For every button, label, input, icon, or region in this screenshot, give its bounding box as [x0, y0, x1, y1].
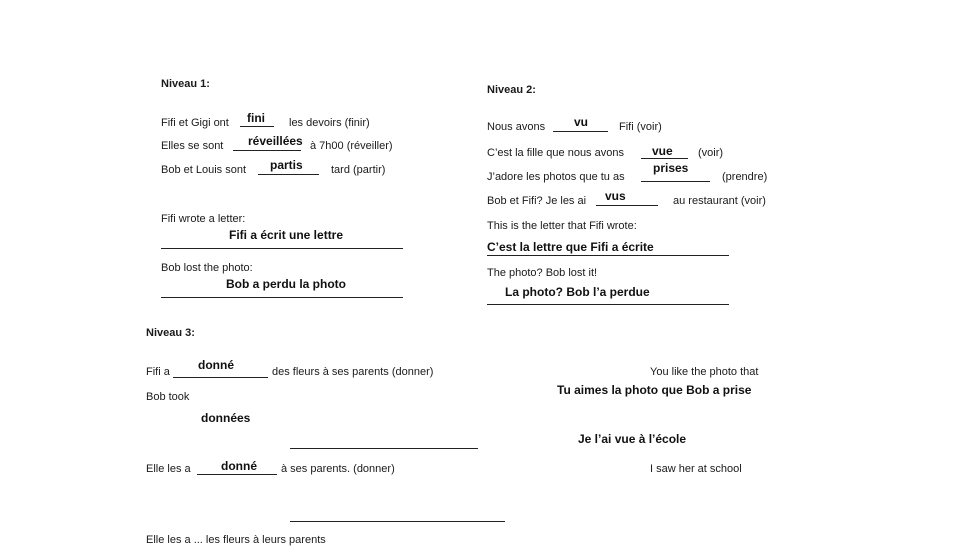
level3-line1-before: Fifi a: [146, 366, 170, 378]
level1-line3-after: tard (partir): [331, 164, 386, 176]
level1-line2-answer: réveillées: [248, 134, 303, 148]
level2-line3-before: J’adore les photos que tu as: [487, 171, 625, 183]
level3-right1-prompt: You like the photo that: [650, 366, 759, 378]
level2-translation2-prompt: The photo? Bob lost it!: [487, 267, 598, 279]
level1-translation2-blank: [161, 297, 403, 298]
level3-line2-after: à ses parents. (donner): [281, 463, 395, 475]
level3-right1-answer: Tu aimes la photo que Bob a prise: [557, 383, 752, 397]
level2-translation1-blank: [487, 255, 729, 256]
level2-line4-blank: [596, 205, 658, 206]
level3-line2-blank: [197, 474, 277, 475]
level2-title: Niveau 2:: [487, 84, 536, 96]
level3-line2-before: Elle les a: [146, 463, 191, 475]
level1-line1-answer: fini: [247, 111, 265, 125]
level3-title: Niveau 3:: [146, 327, 195, 339]
level3-translation-blank-1: [290, 448, 478, 449]
level2-translation1-prompt: This is the letter that Fifi wrote:: [487, 220, 637, 232]
level1-line1-before: Fifi et Gigi ont: [161, 117, 229, 129]
level1-line3-answer: partis: [270, 158, 303, 172]
level1-translation2-prompt: Bob lost the photo:: [161, 262, 253, 274]
level2-line1-answer: vu: [574, 115, 589, 129]
level2-line2-answer: vue: [652, 144, 673, 158]
level3-translation-blank-2: [290, 521, 505, 522]
level1-line2-before: Elles se sont: [161, 140, 224, 152]
level1-translation1-prompt: Fifi wrote a letter:: [161, 213, 246, 225]
level1-line3-blank: [258, 174, 319, 175]
level1-line2-after: à 7h00 (réveiller): [310, 140, 393, 152]
level1-translation2-answer: Bob a perdu la photo: [226, 277, 346, 291]
level2-line4-before: Bob et Fifi? Je les ai: [487, 195, 587, 207]
level3-line2-answer: donné: [221, 459, 257, 473]
level2-line2-after: (voir): [698, 147, 724, 159]
level2-line1-after: Fifi (voir): [619, 121, 662, 133]
level1-title: Niveau 1:: [161, 78, 210, 90]
level1-translation1-blank: [161, 248, 403, 249]
level3-cut-text: Elle les a ... les fleurs à leurs parents: [146, 534, 326, 546]
level1-translation1-answer: Fifi a écrit une lettre: [229, 228, 344, 242]
level1-line3-before: Bob et Louis sont: [161, 164, 247, 176]
level2-translation2-answer: La photo? Bob l’a perdue: [505, 285, 650, 299]
level2-line3-answer: prises: [653, 161, 689, 175]
level2-line4-after: au restaurant (voir): [673, 195, 766, 207]
level3-line1-after: des fleurs à ses parents (donner): [272, 366, 434, 378]
level1-line2-blank: [233, 150, 301, 151]
level1-line1-blank: [240, 126, 274, 127]
level3-right2-answer: Je l’ai vue à l’école: [578, 432, 687, 446]
level3-floating-answer: données: [201, 411, 251, 425]
level2-line1-before: Nous avons: [487, 121, 546, 133]
level2-translation2-blank: [487, 304, 729, 305]
level2-line3-blank: [641, 181, 710, 182]
level3-line1-answer: donné: [198, 358, 234, 372]
level2-line2-before: C’est la fille que nous avons: [487, 147, 624, 159]
level3-line1b: Bob took: [146, 391, 190, 403]
level2-translation1-answer: C’est la lettre que Fifi a écrite: [487, 240, 654, 254]
level2-line4-answer: vus: [605, 189, 626, 203]
level2-line2-blank: [641, 158, 688, 159]
level3-right2-prompt: I saw her at school: [650, 463, 742, 475]
level2-line3-after: (prendre): [722, 171, 768, 183]
level1-line1-after: les devoirs (finir): [289, 117, 370, 129]
level2-line1-blank: [553, 131, 608, 132]
level3-line1-blank: [173, 377, 268, 378]
